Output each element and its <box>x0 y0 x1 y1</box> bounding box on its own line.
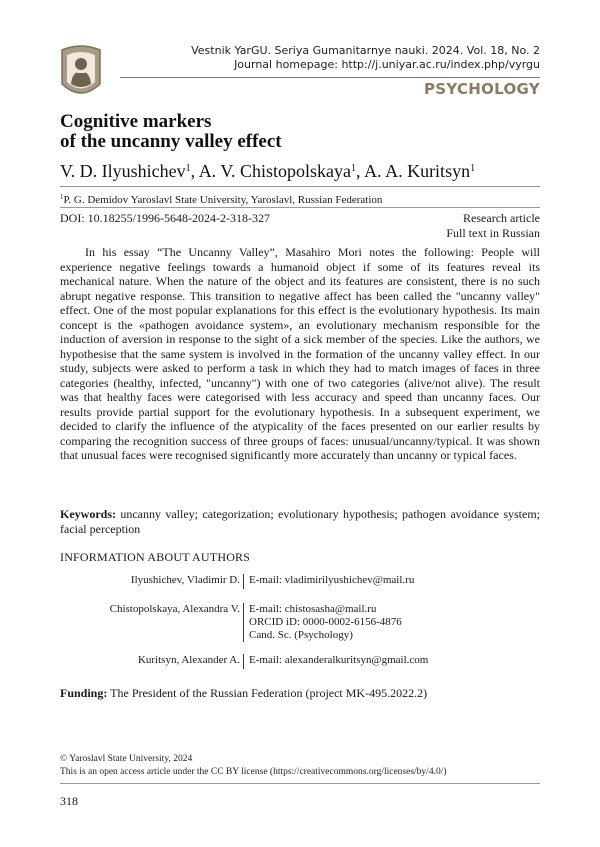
affiliation-marker: 1 <box>351 163 357 174</box>
affiliation-marker: 1 <box>470 163 476 174</box>
copyright-block <box>60 753 447 779</box>
author-orcid[interactable]: ORCID iD: 0000-0002-6156-4876 <box>249 616 402 628</box>
journal-header <box>120 44 540 72</box>
journal-citation: Vestnik YarGU. Seriya Gumanitarnye nauki. 2024. Vol. 18, No. 2 <box>191 44 540 57</box>
author-info-name: Kuritsyn, Alexander A. <box>137 654 240 666</box>
funding <box>60 686 427 701</box>
keywords-text: uncanny valley; categorization; evolutionary hypothesis; pathogen avoidance system; facial perception <box>60 507 541 536</box>
author-list: V. D. Ilyushichev$^1$, A. V. Chistopolskaya$^1$, A. A. Kuritsyn$^1$ <box>60 161 476 181</box>
license-notice: This is an open access article under the CC BY license (https://creativecommons.org/licenses/by/4.0/) <box>60 767 447 777</box>
footer-divider <box>60 783 540 784</box>
author-info-details <box>249 603 402 642</box>
funding-label: Funding: <box>60 686 108 700</box>
doi-link[interactable]: DOI: 10.18255/1996-5648-2024-2-318-327 <box>60 211 270 225</box>
author-info-divider <box>243 603 244 642</box>
author-info-name: Ilyushichev, Vladimir D. <box>130 574 240 586</box>
author-info-details <box>249 574 414 587</box>
affiliation <box>60 191 540 207</box>
affiliation-top-divider <box>60 186 540 187</box>
affiliation-text: P. G. Demidov Yaroslavl State University, Yaroslavl, Russian Federation <box>63 194 383 206</box>
author-email[interactable]: E-mail: chistosasha@mail.ru <box>249 603 377 615</box>
article-type <box>446 211 540 241</box>
university-emblem-icon <box>58 44 104 100</box>
article-type-label: Research article <box>463 211 540 225</box>
full-text-language: Full text in Russian <box>446 226 540 240</box>
funding-text: The President of the Russian Federation (project MK-495.2022.2) <box>110 686 428 700</box>
abstract: In his essay “The Uncanny Valley”, Masahiro Mori notes the following: People will experience negative feelings towards a humanoid object if some of its features reveal its mechanical nature. When the nature of the object and its features are consistent, there is no such abrupt negative response. This transition to negative affect has been called the "uncanny valley" effect. One of the most popular explanations for this effect is the evolutionary hypothesis. Its main concept is the «pathogen avoidance system», an evolutionary mechanism responsible for the induction of aversion in response to the sight of a sick member of the species. Like the authors, we hypothesise that the same system is involved in the formation of the uncanny valley effect. In our study, subjects were asked to perform a task in which they had to match images of faces in three categories (healthy, infected, "uncanny") with one of two categories (alive/not alive). The result was that healthy faces were categorised with less accuracy and speed than uncanny faces. Our results provide partial support for the evolutionary hypothesis. In a subsequent experiment, we decided to clarify the influence of the atypicality of the faces presented on our earlier results by comparing the recognition success of three groups of faces: unusual/uncanny/typical. It was shown that unusual faces were recognised significantly more accurately than uncanny or typical faces. <box>60 245 540 462</box>
author-email[interactable]: E-mail: vladimirilyushichev@mail.ru <box>249 574 415 586</box>
author-name: V. D. Ilyushichev <box>60 161 186 181</box>
header-divider <box>120 77 540 78</box>
keywords <box>60 507 540 536</box>
author-name: A. V. Chistopolskaya <box>198 161 352 181</box>
article-title-line-1: Cognitive markers <box>60 111 212 132</box>
author-degree: Cand. Sc. (Psychology) <box>249 629 353 641</box>
authors-info-heading: INFORMATION ABOUT AUTHORS <box>60 550 251 564</box>
page-number: 318 <box>60 794 78 808</box>
article-title-line-2: of the uncanny valley effect <box>60 131 282 152</box>
author-info-divider <box>243 574 244 589</box>
keywords-label: Keywords: <box>60 507 116 521</box>
author-name: A. A. Kuritsyn <box>364 161 471 181</box>
copyright-notice: © Yaroslavl State University, 2024 <box>60 754 193 764</box>
author-email[interactable]: E-mail: alexanderalkuritsyn@gmail.com <box>249 654 429 666</box>
article-title <box>60 112 540 152</box>
journal-homepage-link[interactable]: Journal homepage: http://j.uniyar.ac.ru/index.php/vyrgu <box>234 58 540 71</box>
author-info-details <box>249 654 428 667</box>
author-info-name: Chistopolskaya, Alexandra V. <box>109 603 240 615</box>
section-label: PSYCHOLOGY <box>423 80 540 98</box>
affiliation-marker: 1 <box>60 193 64 201</box>
author-info-divider <box>243 654 244 669</box>
affiliation-marker: 1 <box>185 163 191 174</box>
affiliation-bottom-divider <box>60 207 540 208</box>
